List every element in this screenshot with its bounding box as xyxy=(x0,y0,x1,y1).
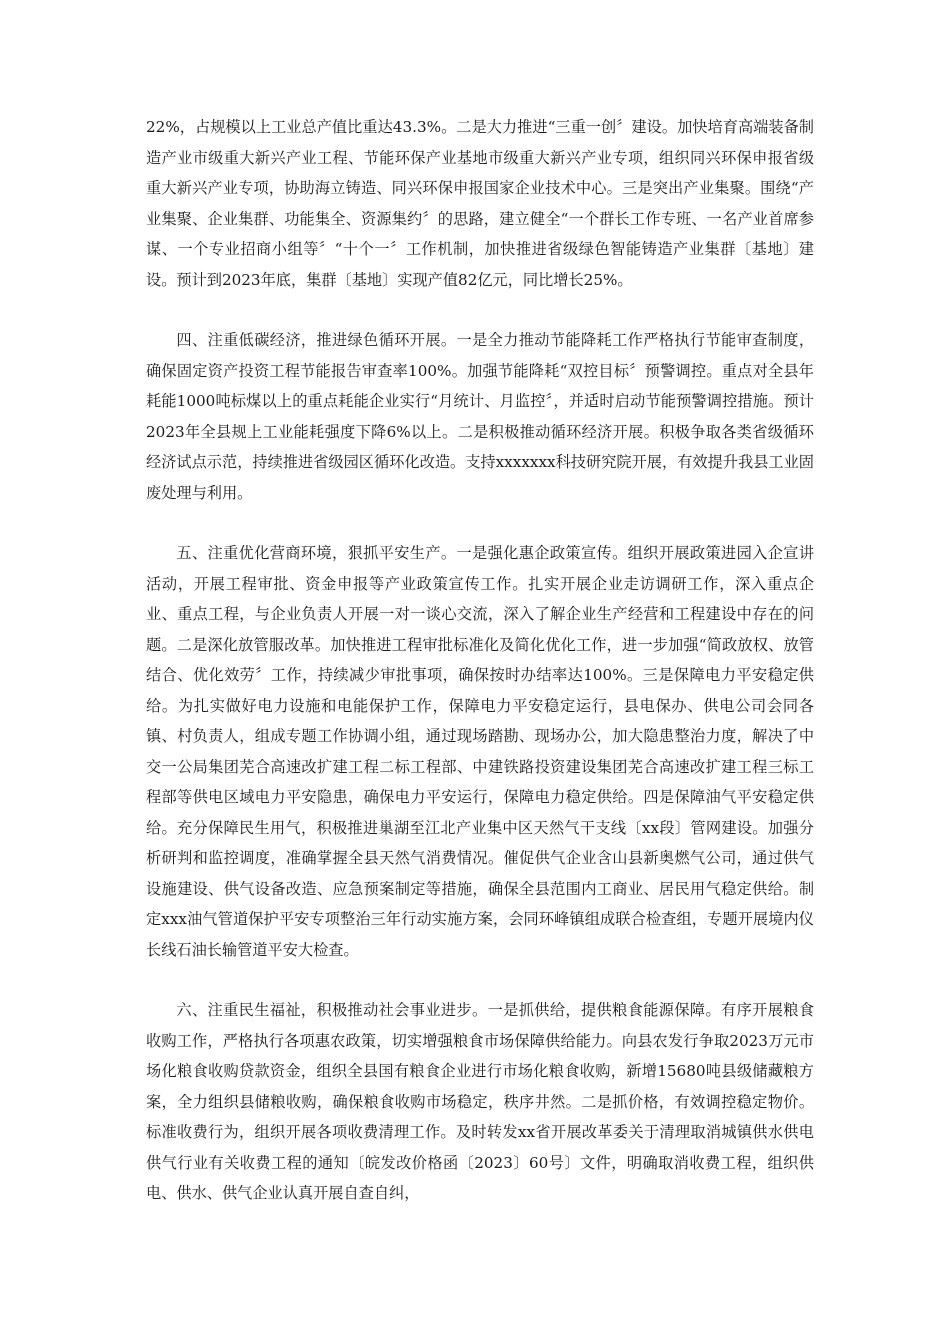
paragraph-1: 22%，占规模以上工业总产值比重达43.3%。二是大力推进“三重一创〞建设。加快培育高端装备制造产业市级重大新兴产业工程、节能环保产业基地市级重大新兴产业专项，组织同兴环保申报省级重大新兴产业专项，协助海立铸造、同兴环保申报国家企业技术中心。三是突出产业集聚。围绕“产业集聚、企业集群、功能集全、资源集约〞的思路，建立健全“一个群长工作专班、一名产业首席参谋、一个专业招商小组等〞“十个一〞工作机制，加快推进省级绿色智能铸造产业集群〔基地〕建设。预计到2023年底，集群〔基地〕实现产值82亿元，同比增长25%。 xyxy=(146,118,814,289)
paragraph-gap xyxy=(146,295,814,325)
paragraph-3: 五、注重优化营商环境，狠抓平安生产。一是强化惠企政策宣传。组织开展政策进园入企宣讲活动，开展工程审批、资金申报等产业政策宣传工作。扎实开展企业走访调研工作，深入重点企业、重点工程，与企业负责人开展一对一谈心交流，深入了解企业生产经营和工程建设中存在的问题。二是深化放管服改革。加快推进工程审批标准化及简化优化工作，进一步加强“简政放权、放管结合、优化效劳〞工作，持续减少审批事项，确保按时办结率达100%。三是保障电力平安稳定供给。为扎实做好电力设施和电能保护工作，保障电力平安稳定运行，县电保办、供电公司会同各镇、村负责人，组成专题工作协调小组，通过现场踏勘、现场办公，加大隐患整治力度，解决了中交一公局集团芜合高速改扩建工程二标工程部、中建铁路投资建设集团芜合高速改扩建工程三标工程部等供电区域电力平安隐患，确保电力平安运行，保障电力稳定供给。四是保障油气平安稳定供给。充分保障民生用气，积极推进巢湖至江北产业集中区天然气干支线〔xx段〕管网建设。加强分析研判和监控调度，准确掌握全县天然气消费情况。催促供气企业含山县新奥燃气公司，通过供气设施建设、供气设备改造、应急预案制定等措施，确保全县范围内工商业、居民用气稳定供给。制定xxx油气管道保护平安专项整治三年行动实施方案，会同环峰镇组成联合检查组，专题开展境内仪长线石油长输管道平安大检查。 xyxy=(146,544,814,959)
paragraph-gap xyxy=(146,965,814,995)
paragraph-gap xyxy=(146,508,814,538)
document-page xyxy=(146,112,814,1209)
paragraph-4: 六、注重民生福祉，积极推动社会事业进步。一是抓供给，提供粮食能源保障。有序开展粮食收购工作，严格执行各项惠农政策，切实增强粮食市场保障供给能力。向县农发行争取2023万元市场化粮食收购贷款资金，组织全县国有粮食企业进行市场化粮食收购，新增15680吨县级储藏粮方案，全力组织县储粮收购，确保粮食收购市场稳定，秩序井然。二是抓价格，有效调控稳定物价。标准收费行为，组织开展各项收费清理工作。及时转发xx省开展改革委关于清理取消城镇供水供电供气行业有关收费工程的通知〔皖发改价格函〔2023〕60号〕文件，明确取消收费工程，组织供电、供水、供气企业认真开展自查自纠， xyxy=(146,1001,814,1202)
paragraph-2: 四、注重低碳经济，推进绿色循环开展。一是全力推动节能降耗工作严格执行节能审查制度，确保固定资产投资工程节能报告审查率100%。加强节能降耗“双控目标〞预警调控。重点对全县年耗能1000吨标煤以上的重点耗能企业实行“月统计、月监控〞，并适时启动节能预警调控措施。预计2023年全县规上工业能耗强度下降6%以上。二是积极推动循环经济开展。积极争取各类省级循环经济试点示范，持续推进省级园区循环化改造。支持xxxxxxx科技研究院开展，有效提升我县工业固废处理与利用。 xyxy=(146,331,814,502)
